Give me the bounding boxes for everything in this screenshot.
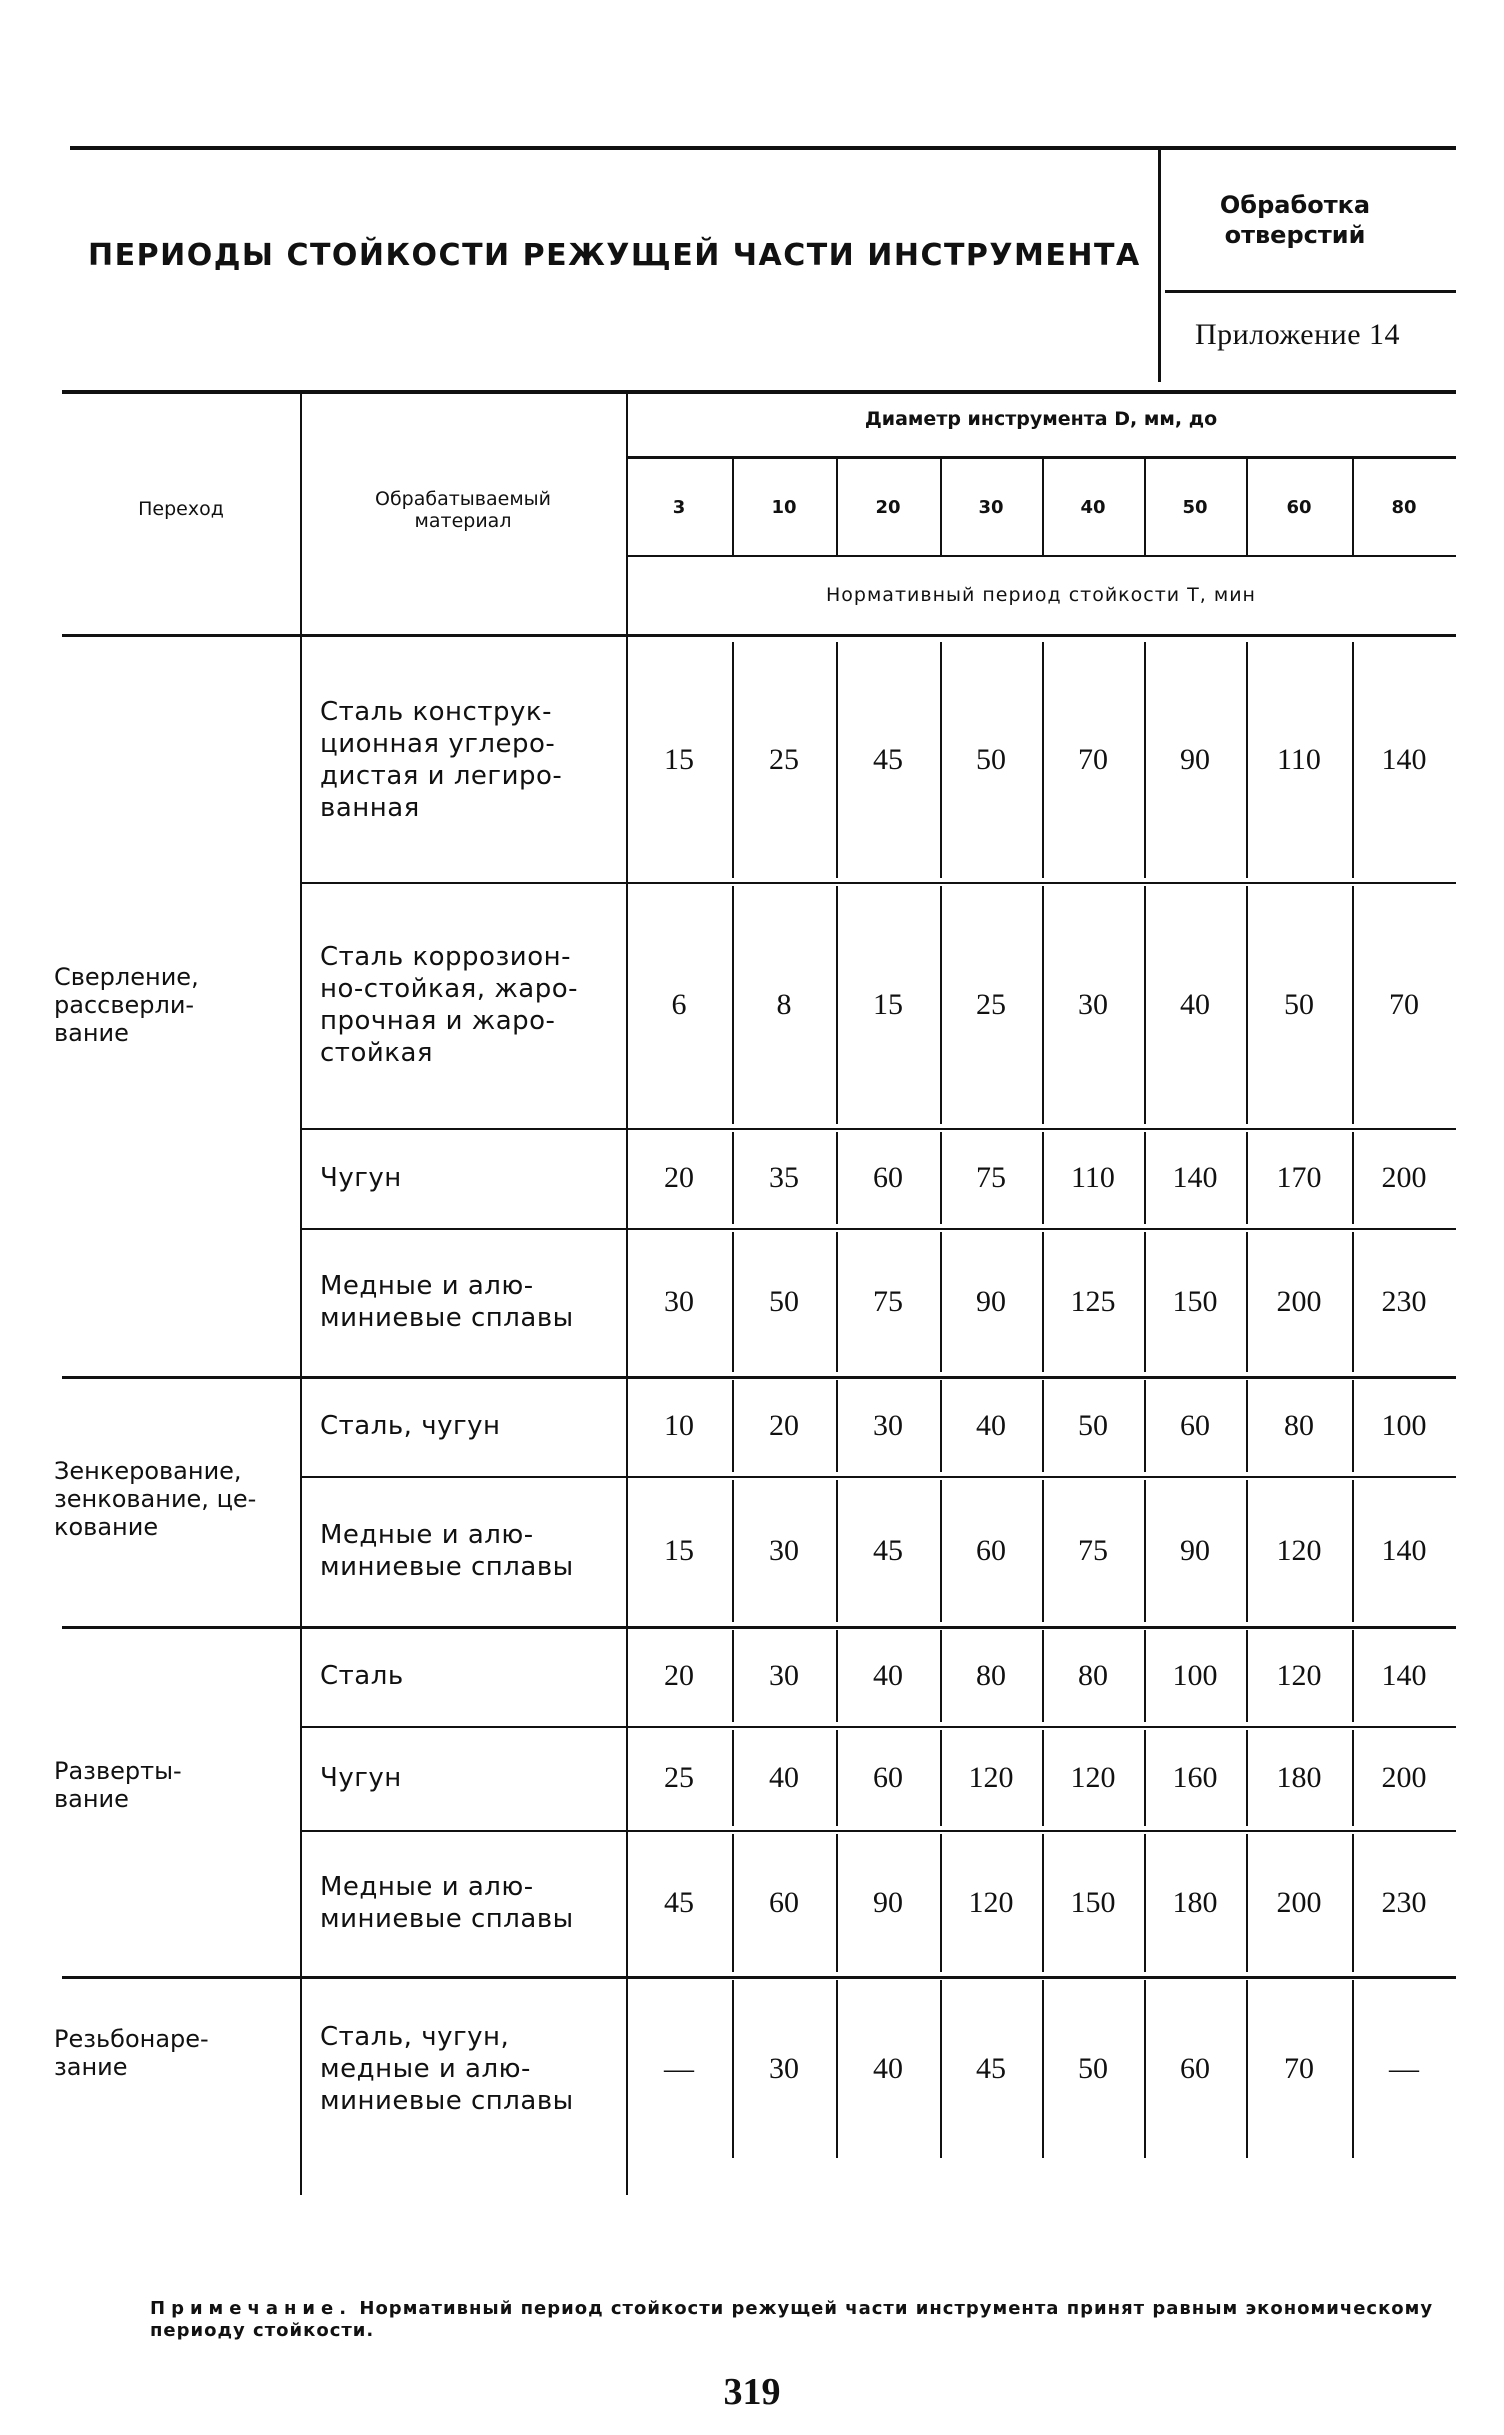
page-number: 319 (723, 2371, 781, 2413)
value-col-rule (1352, 1480, 1354, 1622)
operation-label: Разверты- вание (54, 1757, 182, 1813)
value-col-rule (1042, 1630, 1044, 1722)
value-col-rule (732, 1834, 734, 1972)
value-col-rule (1042, 642, 1044, 878)
value-col-rule (1246, 642, 1248, 878)
value-col-rule (1246, 1834, 1248, 1972)
table-cell: 120 (1070, 1761, 1116, 1794)
material-label: Чугун (320, 1763, 402, 1793)
value-col-rule (1042, 1132, 1044, 1224)
appendix-label: Приложение 14 (1195, 318, 1401, 351)
value-col-rule (1246, 1630, 1248, 1722)
diameter-values-rule (626, 555, 1456, 557)
value-col-rule (1246, 886, 1248, 1124)
table-cell: 110 (1277, 743, 1321, 776)
table-cell: 30 (769, 1659, 799, 1692)
table-cell: 90 (1180, 743, 1210, 776)
value-col-rule (1042, 1480, 1044, 1622)
table-cell: 40 (873, 1659, 903, 1692)
diameter-value: 50 (1182, 496, 1208, 518)
value-col-rule (836, 1380, 838, 1472)
value-col-rule (940, 1834, 942, 1972)
value-col-rule (940, 886, 942, 1124)
value-col-rule (940, 1730, 942, 1826)
table-cell: 60 (873, 1761, 903, 1794)
value-col-rule (1352, 1232, 1354, 1372)
table-cell: 60 (976, 1534, 1006, 1567)
value-col-rule (1144, 1480, 1146, 1622)
value-col-rule (940, 642, 942, 878)
table-cell: 15 (873, 988, 903, 1021)
value-col-rule (836, 1730, 838, 1826)
table-cell: — (664, 2052, 694, 2085)
material-label: Медные и алю- миниевые сплавы (320, 1271, 574, 1333)
table-cell: 50 (769, 1285, 799, 1318)
table-header-bottom-rule (62, 634, 1456, 637)
diameter-value: 10 (771, 496, 797, 518)
table-cell: 200 (1381, 1161, 1427, 1194)
table-cell: 40 (769, 1761, 799, 1794)
diameter-value: 40 (1080, 496, 1106, 518)
table-cell: 75 (976, 1161, 1006, 1194)
value-col-rule (1246, 1232, 1248, 1372)
diameter-header: Диаметр инструмента D, мм, до (864, 408, 1218, 430)
table-cell: 50 (1284, 988, 1314, 1021)
value-col-rule (732, 1630, 734, 1722)
top-rule (70, 146, 1456, 150)
value-col-rule (1144, 1730, 1146, 1826)
table-cell: 80 (976, 1659, 1006, 1692)
value-col-rule (732, 1380, 734, 1472)
value-col-rule (836, 1630, 838, 1722)
value-col-rule (732, 1980, 734, 2158)
diameter-value: 60 (1286, 496, 1312, 518)
table-cell: 50 (1078, 2052, 1108, 2085)
value-col-rule (940, 1980, 942, 2158)
value-col-rule (1144, 1132, 1146, 1224)
value-col-rule (836, 642, 838, 878)
table-cell: 120 (1276, 1534, 1322, 1567)
table-cell: 40 (873, 2052, 903, 2085)
table-top-rule (62, 390, 1456, 394)
diameter-value: 30 (978, 496, 1004, 518)
value-col-rule (1352, 1730, 1354, 1826)
value-col-rule (940, 1232, 942, 1372)
note-lead: Примечание. (150, 2298, 353, 2319)
table-cell: — (1389, 2052, 1419, 2085)
table-cell: 40 (976, 1409, 1006, 1442)
table-cell: 140 (1381, 743, 1427, 776)
material-label: Медные и алю- миниевые сплавы (320, 1520, 574, 1582)
value-col-rule (1352, 1630, 1354, 1722)
value-col-rule (732, 1730, 734, 1826)
value-col-rule (836, 1834, 838, 1972)
material-column-header: Обрабатываемый материал (374, 488, 552, 532)
value-col-rule (836, 886, 838, 1124)
diameter-value: 3 (672, 496, 686, 518)
table-cell: 120 (1276, 1659, 1322, 1692)
value-col-rule (1246, 1480, 1248, 1622)
value-col-rule (1144, 1980, 1146, 2158)
value-col-rule (1042, 1380, 1044, 1472)
value-col-rule (1144, 1834, 1146, 1972)
value-col-rule (1144, 886, 1146, 1124)
table-cell: 100 (1381, 1409, 1427, 1442)
value-col-rule (1352, 1834, 1354, 1972)
table-cell: 15 (664, 743, 694, 776)
table-cell: 150 (1172, 1285, 1218, 1318)
table-cell: 45 (664, 1886, 694, 1919)
table-cell: 40 (1180, 988, 1210, 1021)
table-cell: 60 (1180, 1409, 1210, 1442)
table-cell: 200 (1381, 1761, 1427, 1794)
value-col-rule (732, 1232, 734, 1372)
table-cell: 50 (976, 743, 1006, 776)
material-label: Сталь, чугун (320, 1411, 501, 1441)
table-cell: 6 (671, 988, 687, 1021)
table-cell: 90 (873, 1886, 903, 1919)
table-cell: 170 (1276, 1161, 1322, 1194)
value-col-rule (836, 1480, 838, 1622)
table-cell: 120 (968, 1761, 1014, 1794)
table-cell: 10 (664, 1409, 694, 1442)
table-cell: 140 (1381, 1534, 1427, 1567)
diameter-value: 80 (1391, 496, 1417, 518)
table-cell: 20 (769, 1409, 799, 1442)
value-col-rule (1246, 1980, 1248, 2158)
table-cell: 45 (873, 1534, 903, 1567)
value-col-rule (732, 886, 734, 1124)
table-cell: 200 (1276, 1886, 1322, 1919)
value-col-rule (1042, 1980, 1044, 2158)
operation-column-header: Переход (138, 498, 224, 520)
table-cell: 75 (1078, 1534, 1108, 1567)
value-col-rule (836, 1232, 838, 1372)
table-cell: 70 (1078, 743, 1108, 776)
table-cell: 230 (1381, 1285, 1427, 1318)
value-col-rule (1246, 1730, 1248, 1826)
table-cell: 20 (664, 1161, 694, 1194)
material-label: Медные и алю- миниевые сплавы (320, 1872, 574, 1934)
table-cell: 30 (769, 2052, 799, 2085)
operation-column-rule (300, 394, 302, 2195)
operation-label: Резьбонаре- зание (54, 2025, 209, 2081)
value-col-rule (1042, 1834, 1044, 1972)
table-cell: 230 (1381, 1886, 1427, 1919)
value-col-rule (1352, 1132, 1354, 1224)
value-col-rule (1144, 1380, 1146, 1472)
value-col-rule (1042, 886, 1044, 1124)
table-cell: 45 (976, 2052, 1006, 2085)
value-col-rule (1352, 1380, 1354, 1472)
table-cell: 8 (776, 988, 792, 1021)
value-col-rule (940, 1630, 942, 1722)
table-cell: 30 (873, 1409, 903, 1442)
table-cell: 60 (1180, 2052, 1210, 2085)
value-col-rule (1144, 1630, 1146, 1722)
value-col-rule (1352, 886, 1354, 1124)
table-cell: 180 (1276, 1761, 1322, 1794)
table-cell: 25 (976, 988, 1006, 1021)
value-col-rule (732, 1480, 734, 1622)
value-col-rule (836, 1132, 838, 1224)
table-cell: 35 (769, 1161, 799, 1194)
table-cell: 100 (1172, 1659, 1218, 1692)
table-cell: 25 (664, 1761, 694, 1794)
operation-label: Сверление, рассверли- вание (54, 963, 199, 1047)
table-cell: 140 (1172, 1161, 1218, 1194)
header-divider (1158, 150, 1161, 382)
table-cell: 70 (1389, 988, 1419, 1021)
table-cell: 30 (769, 1534, 799, 1567)
table-cell: 70 (1284, 2052, 1314, 2085)
table-cell: 50 (1078, 1409, 1108, 1442)
section-rule (1165, 290, 1456, 293)
material-label: Сталь (320, 1661, 404, 1691)
value-col-rule (1352, 642, 1354, 878)
value-col-rule (836, 1980, 838, 2158)
table-cell: 30 (664, 1285, 694, 1318)
table-cell: 60 (769, 1886, 799, 1919)
table-cell: 80 (1284, 1409, 1314, 1442)
table-cell: 180 (1172, 1886, 1218, 1919)
table-cell: 60 (873, 1161, 903, 1194)
material-label: Чугун (320, 1163, 402, 1193)
diameter-rule (626, 456, 1456, 459)
period-header: Нормативный период стойкости T, мин (826, 584, 1256, 606)
material-label: Сталь, чугун, медные и алю- миниевые сплавы (320, 2022, 574, 2116)
value-col-rule (1042, 1232, 1044, 1372)
material-label: Сталь коррозион- но-стойкая, жаро- прочная и жаро- стойкая (320, 942, 578, 1068)
value-col-rule (940, 1380, 942, 1472)
table-cell: 90 (976, 1285, 1006, 1318)
table-cell: 80 (1078, 1659, 1108, 1692)
value-col-rule (940, 1480, 942, 1622)
table-cell: 160 (1172, 1761, 1218, 1794)
table-cell: 110 (1071, 1161, 1115, 1194)
table-cell: 200 (1276, 1285, 1322, 1318)
table-cell: 150 (1070, 1886, 1116, 1919)
table-cell: 125 (1070, 1285, 1116, 1318)
material-label: Сталь конструк- ционная углеро- дистая и легиро- ванная (320, 697, 563, 823)
value-col-rule (732, 642, 734, 878)
value-col-rule (1246, 1380, 1248, 1472)
table-cell: 15 (664, 1534, 694, 1567)
table-cell: 90 (1180, 1534, 1210, 1567)
value-col-rule (1042, 1730, 1044, 1826)
table-cell: 140 (1381, 1659, 1427, 1692)
page-title: ПЕРИОДЫ СТОЙКОСТИ РЕЖУЩЕЙ ЧАСТИ ИНСТРУМЕНТА (88, 238, 1141, 273)
value-col-rule (1246, 1132, 1248, 1224)
value-col-rule (1144, 642, 1146, 878)
table-cell: 20 (664, 1659, 694, 1692)
table-cell: 30 (1078, 988, 1108, 1021)
table-note (150, 2298, 1450, 2342)
diameter-value: 20 (875, 496, 901, 518)
table-cell: 45 (873, 743, 903, 776)
table-cell: 120 (968, 1886, 1014, 1919)
value-col-rule (732, 1132, 734, 1224)
value-col-rule (1144, 1232, 1146, 1372)
value-col-rule (1352, 1980, 1354, 2158)
note-text: Нормативный период стойкости режущей части инструмента принят равным экономическому периоду стойкости. (150, 2298, 1434, 2341)
operation-label: Зенкерование, зенкование, це- кование (54, 1457, 257, 1541)
table-cell: 75 (873, 1285, 903, 1318)
section-label: Обработка отверстий (1219, 191, 1371, 249)
table-cell: 25 (769, 743, 799, 776)
value-col-rule (940, 1132, 942, 1224)
